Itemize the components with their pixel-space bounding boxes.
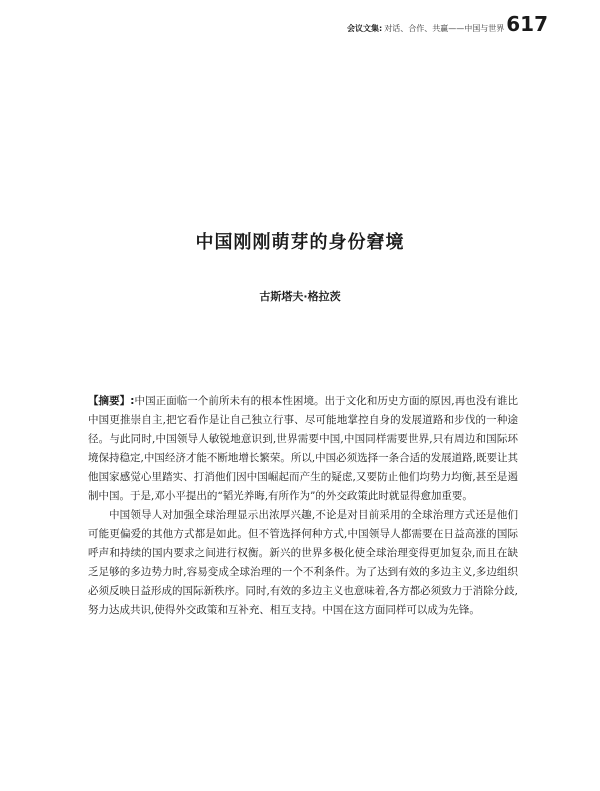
abstract-label: 【摘要】: xyxy=(88,395,135,407)
header-label: 会议文集: xyxy=(347,24,383,33)
abstract xyxy=(88,392,518,506)
body-paragraph: 中国领导人对加强全球治理显示出浓厚兴趣,不论是对目前采用的全球治理方式还是他们可能更偏爱的其他方式都是如此。但不管选择何种方式,中国领导人都需要在日益高涨的国际呼声和持续的国内要求之间进行权衡。新兴的世界多极化使全球治理变得更加复杂,而且在缺乏足够的多边势力时,容易变成全球治理的一个不利条件。为了达到有效的多边主义,多边组织必须反映日益形成的国际新秩序。同时,有效的多边主义也意味着,各方都必须致力于消除分歧,努力达成共识,使得外交政策和互补充、相互支持。中国在这方面同样可以成为先锋。 xyxy=(88,509,519,616)
article-body xyxy=(88,392,518,620)
header-text: 对话、合作、共赢——中国与世界 xyxy=(384,24,505,33)
page-number: 617 xyxy=(506,12,548,36)
abstract-text: 中国正面临一个前所未有的根本性困境。出于文化和历史方面的原因,再也没有谁比中国更推崇自主,把它看作是让自己独立行事、尽可能地掌控自身的发展道路和步伐的一种途径。与此同时,中国领导人敏锐地意识到,世界需要中国,中国同样需要世界,只有周边和国际环境保持稳定,中国经济才能不断地增长繁荣。所以,中国必须选择一条合适的发展道路,既要让其他国家感觉心里踏实、打消他们因中国崛起而产生的疑虑,又要防止他们均势力均衡,甚至是遏制中国。于是,邓小平提出的“韬光养晦,有所作为”的外交政策此时就显得愈加重要。 xyxy=(88,395,519,502)
running-header xyxy=(347,14,548,34)
article-title: 中国刚刚萌芽的身份窘境 xyxy=(195,232,405,253)
author-name: 古斯塔夫·格拉茨 xyxy=(259,290,341,303)
